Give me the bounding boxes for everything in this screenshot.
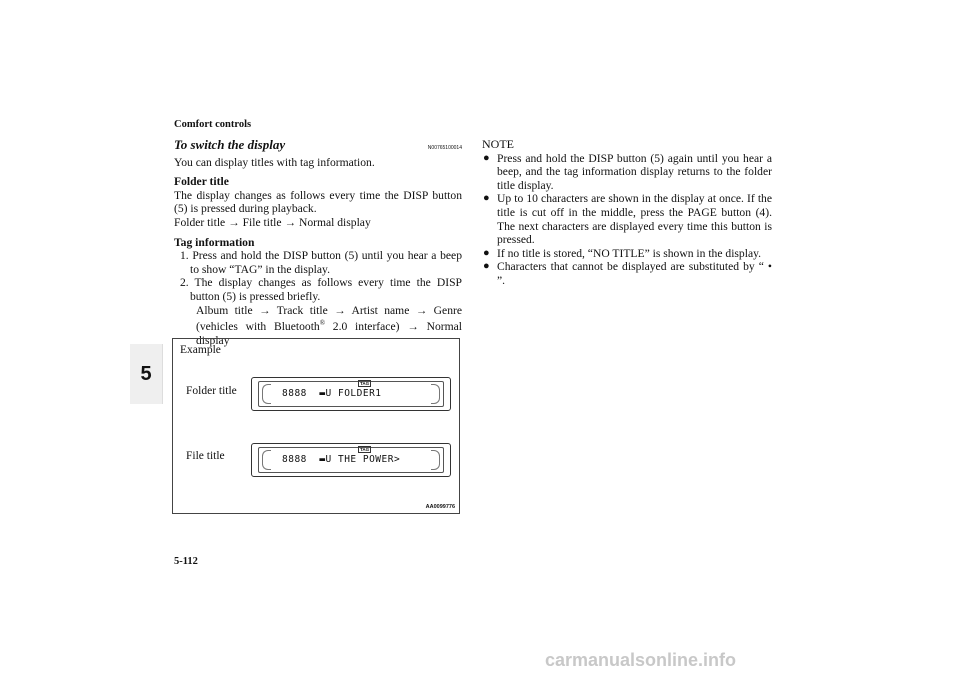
note-item: ● If no title is stored, “NO TITLE” is shown in the display. [483, 246, 762, 260]
page-number: 5-112 [174, 556, 198, 567]
page-header: Comfort controls [174, 119, 252, 130]
watermark: carmanualsonline.info [545, 650, 737, 670]
section-title-row [174, 138, 462, 156]
tag-indicator: TAG [360, 447, 370, 452]
bullet-icon: ● [483, 260, 490, 273]
intro-text: You can display titles with tag information. [174, 155, 375, 169]
section-title: To switch the display [174, 137, 286, 152]
folder-title-heading: Folder title [174, 175, 229, 189]
folder-title-body: The display changes as follows every time the DISP button (5) is pressed during playback. [174, 188, 462, 216]
left-column [174, 138, 462, 347]
figure-code: AA0099776 [425, 504, 455, 510]
registered-mark: ® [319, 319, 326, 328]
tag-step-1: 1. Press and hold the DISP button (5) until you hear a beep to show “TAG” in the display. [180, 249, 462, 276]
tag-step-2: 2. The display changes as follows every time the DISP button (5) is pressed briefly. [180, 276, 462, 303]
file-title-label: File title [186, 450, 225, 462]
bullet-icon: ● [483, 151, 490, 164]
note-item: ● Press and hold the DISP button (5) again until you hear a beep, and the tag information display returns to the folder title display. [483, 151, 772, 192]
example-label: Example [180, 344, 221, 356]
note-item: ● Characters that cannot be displayed are substituted by “ • ”. [483, 260, 772, 287]
folder-title-label: Folder title [186, 385, 237, 397]
tag-sequence-part-a: Album title → Track title → Artist name → Genre (vehicles with Bluetooth [196, 303, 462, 333]
chapter-tab: 5 [130, 344, 163, 404]
folder-title-sequence: Folder title → File title → Normal display [174, 215, 371, 229]
note-item: ● Up to 10 characters are shown in the display at once. If the title is cut off in the middle, press the PAGE button (4). The next characters are displayed every time this button is pressed. [483, 192, 772, 247]
tag-indicator: TAG [360, 381, 370, 386]
example-figure [172, 338, 460, 514]
bullet-icon: ● [483, 192, 490, 205]
note-section [482, 138, 772, 288]
bullet-icon: ● [483, 246, 490, 259]
folder-display-text: 8888 ▬U FOLDER1 [282, 388, 382, 399]
folder-display-screen [251, 377, 451, 411]
section-code: N00765100014 [427, 145, 462, 151]
tag-info-heading: Tag information [174, 235, 255, 249]
tag-sequence-part-b: 2.0 interface) → Normal display [196, 319, 462, 347]
note-label: NOTE [482, 137, 514, 151]
file-display-screen [251, 443, 451, 477]
file-display-text: 8888 ▬U THE POWER> [282, 454, 401, 465]
